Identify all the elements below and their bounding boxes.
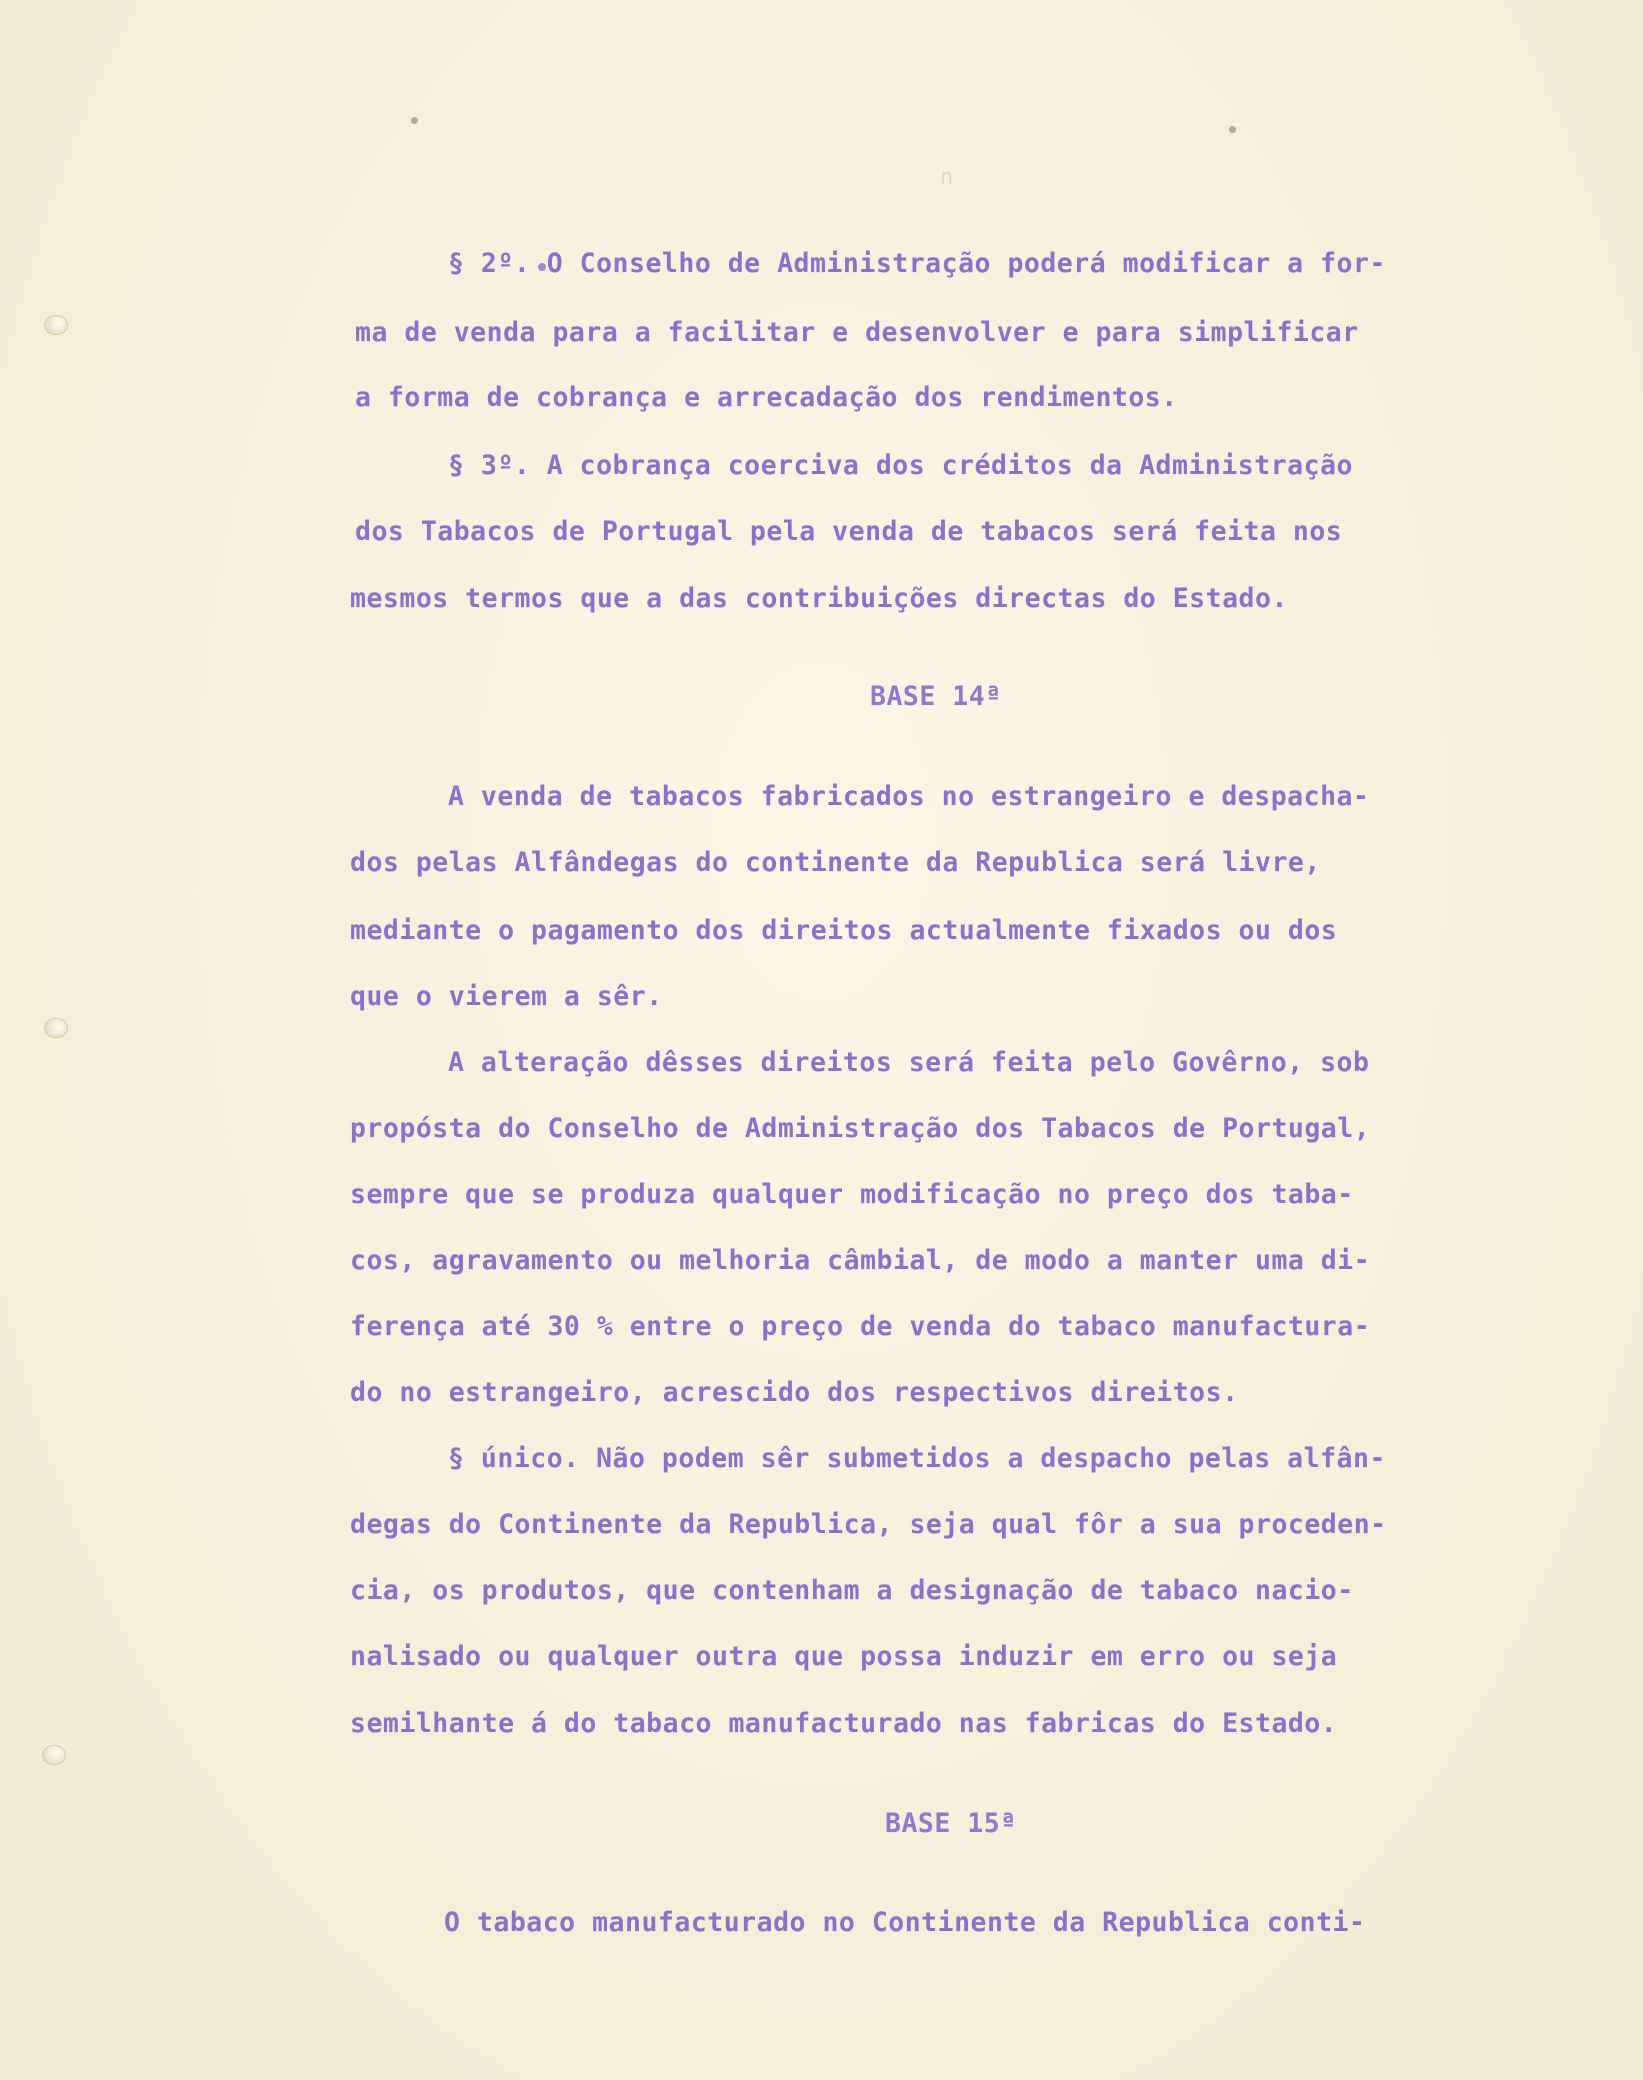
text-line: § único. Não podem sêr submetidos a despacho pelas alfân- <box>448 1443 1386 1474</box>
text-line: ferença até 30 % entre o preço de venda do tabaco manufactura- <box>350 1311 1371 1342</box>
text-line: do no estrangeiro, acrescido dos respectivos direitos. <box>350 1377 1239 1408</box>
text-line: A alteração dêsses direitos será feita pelo Govêrno, sob <box>448 1047 1370 1078</box>
paper-speck <box>1229 126 1236 133</box>
binding-hole-mark <box>42 1745 66 1765</box>
text-line: mesmos termos que a das contribuições directas do Estado. <box>350 583 1288 614</box>
text-line: a forma de cobrança e arrecadação dos rendimentos. <box>355 382 1178 413</box>
text-line: cia, os produtos, que contenham a designação de tabaco nacio- <box>350 1575 1354 1606</box>
text-line: § 2º. O Conselho de Administração poderá modificar a for- <box>448 248 1386 279</box>
text-line: A venda de tabacos fabricados no estrangeiro e despacha- <box>448 781 1370 812</box>
text-line: § 3º. A cobrança coerciva dos créditos da Administração <box>448 450 1353 481</box>
text-line: O tabaco manufacturado no Continente da Republica conti- <box>444 1907 1366 1938</box>
text-line: dos pelas Alfândegas do continente da Republica será livre, <box>350 847 1321 878</box>
binding-hole-mark <box>44 315 68 335</box>
text-line: sempre que se produza qualquer modificação no preço dos taba- <box>350 1179 1354 1210</box>
text-line: nalisado ou qualquer outra que possa induzir em erro ou seja <box>350 1641 1338 1672</box>
paper-speck <box>411 117 418 124</box>
text-line: mediante o pagamento dos direitos actualmente fixados ou dos <box>350 915 1338 946</box>
text-line: que o vierem a sêr. <box>350 981 663 1012</box>
text-line: dos Tabacos de Portugal pela venda de tabacos será feita nos <box>355 516 1343 547</box>
text-line: propósta do Conselho de Administração dos Tabacos de Portugal, <box>350 1113 1371 1144</box>
text-line: cos, agravamento ou melhoria câmbial, de modo a manter uma di- <box>350 1245 1371 1276</box>
text-line: degas do Continente da Republica, seja qual fôr a sua proceden- <box>350 1509 1387 1540</box>
text-line: ma de venda para a facilitar e desenvolver e para simplificar <box>355 317 1359 348</box>
section-heading: BASE 14ª <box>870 681 1002 712</box>
page-mark: n <box>940 165 954 190</box>
section-heading: BASE 15ª <box>885 1808 1017 1839</box>
binding-hole-mark <box>44 1018 68 1038</box>
text-line: semilhante á do tabaco manufacturado nas fabricas do Estado. <box>350 1708 1338 1739</box>
